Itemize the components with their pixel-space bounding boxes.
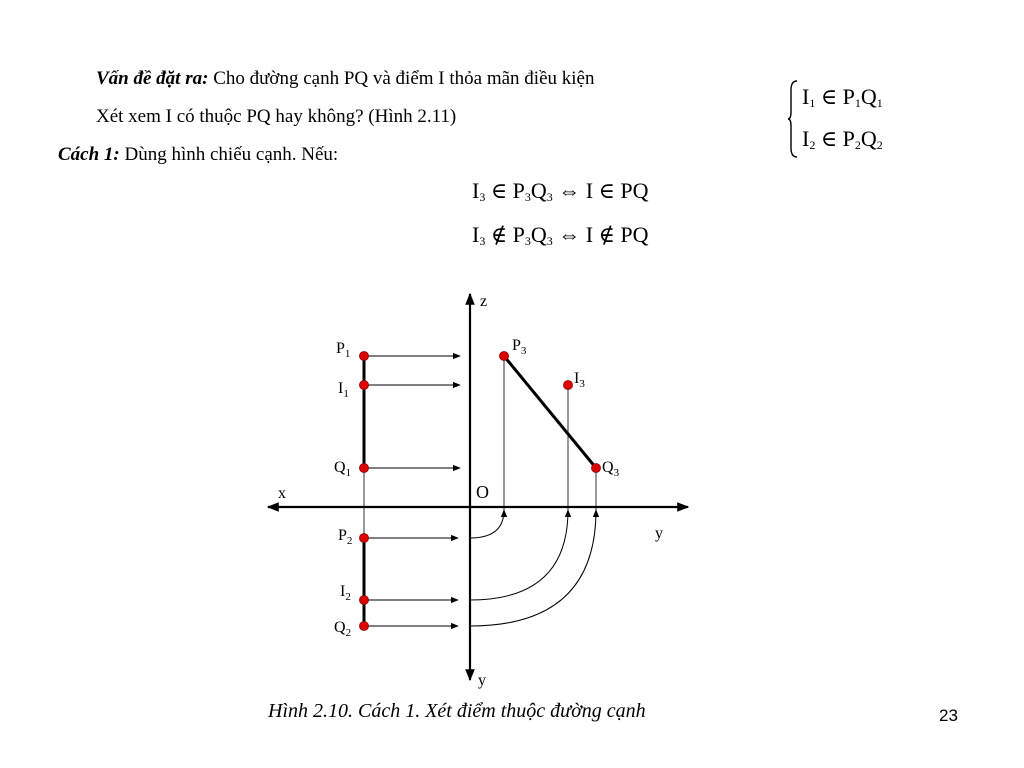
label-q3: $Q_3$ [602, 459, 620, 479]
point-i3 [564, 381, 573, 390]
problem-text: Cho đường cạnh PQ và điểm I thỏa mãn điều kiện [208, 68, 595, 89]
equivalence-2: $I_3$ ∉ $P_3Q_3$ ⇔ I ∉ PQ [472, 222, 649, 248]
point-p3 [500, 352, 509, 361]
label-p2: $P_2$ [338, 527, 353, 547]
label-q1: $Q_1$ [334, 459, 352, 479]
point-q2 [360, 622, 369, 631]
label-q2: $Q_2$ [334, 619, 352, 639]
method-text: Dùng hình chiếu cạnh. Nếu: [119, 144, 339, 165]
label-p1: $P_1$ [336, 340, 351, 360]
point-i2 [360, 596, 369, 605]
point-p2 [360, 534, 369, 543]
condition-1: $I_1$ ∈ $P_1Q_1$ [802, 84, 883, 110]
equivalence-1: $I_3$ ∈ $P_3Q_3$ ⇔ I ∈ PQ [472, 178, 649, 204]
axis-label-z: z [480, 293, 488, 310]
label-i3: $I_3$ [574, 370, 585, 390]
label-i2: $I_2$ [340, 583, 351, 603]
edge-p3q3 [504, 356, 596, 468]
condition-2: $I_2$ ∈ $P_2Q_2$ [802, 126, 883, 152]
point-q3 [592, 464, 601, 473]
label-i1: $I_1$ [338, 380, 349, 400]
curve-q2-q3 [470, 510, 596, 626]
curve-i2-i3 [470, 510, 568, 600]
method-heading: Cách 1: [58, 144, 120, 165]
axis-label-y-right: y [655, 525, 663, 542]
origin-label: O [476, 482, 489, 502]
point-i1 [360, 381, 369, 390]
problem-heading: Vấn đề đặt ra: [96, 68, 209, 89]
axis-label-x: x [278, 485, 286, 502]
page-number: 23 [939, 706, 958, 725]
point-q1 [360, 464, 369, 473]
curve-p2-p3 [470, 510, 504, 538]
point-p1 [360, 352, 369, 361]
axis-label-y-bottom: y [478, 672, 486, 689]
problem-question: Xét xem I có thuộc PQ hay không? (Hình 2.11) [96, 106, 457, 127]
figure-caption: Hình 2.10. Cách 1. Xét điểm thuộc đường cạnh [268, 700, 646, 722]
label-p3: $P_3$ [512, 337, 527, 357]
